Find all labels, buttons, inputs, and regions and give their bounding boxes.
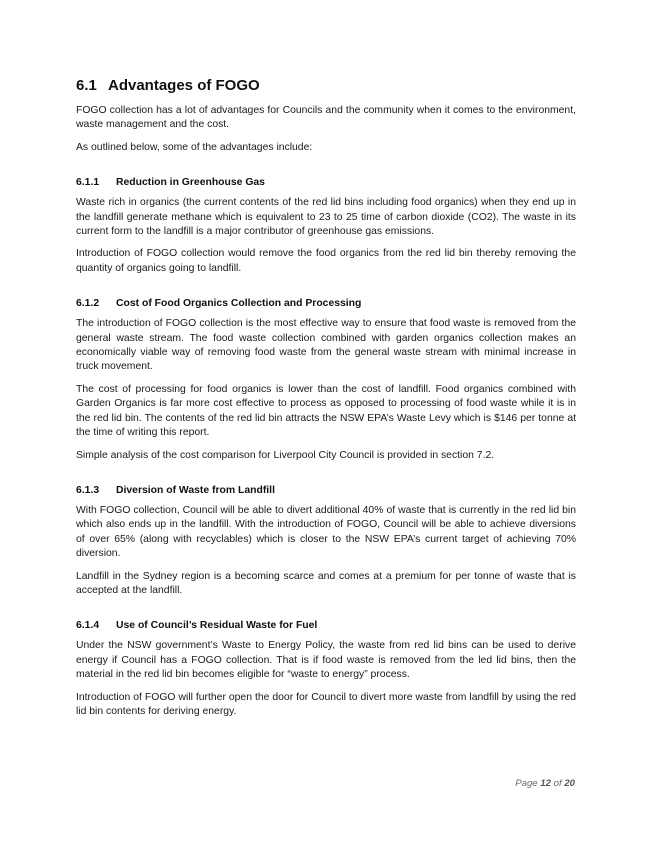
body-paragraph: The introduction of FOGO collection is the most effective way to ensure that food waste is removed from the general waste stream. The food waste collection combined with garden organics collection makes an economically viable way of removing food waste from the general waste stream with minimal increase in truck movement.: [76, 318, 576, 373]
subsection-heading: [76, 298, 576, 309]
body-paragraph: With FOGO collection, Council will be able to divert additional 40% of waste that is currently in the red lid bin which also ends up in the landfill. With the introduction of FOGO, Council will be able to achieve diversions of over 65% (along with recyclables) which is closer to the NSW EPA’s current target of achieving 70% diversion.: [76, 504, 576, 560]
section-title: Advantages of FOGO: [108, 77, 260, 94]
page-current: 12: [540, 778, 551, 789]
subsection-title: Use of Council’s Residual Waste for Fuel: [116, 620, 318, 632]
subsection-number: 6.1.2: [76, 298, 100, 310]
subsection-heading: [76, 620, 576, 631]
body-paragraph: The cost of processing for food organics is lower than the cost of landfill. Food organics combined with Garden Organics is far more cost effective to process as opposed to processing of food waste while it is in the red lid bin. The contents of the red lid bin attracts the NSW EPA’s Waste Levy which is $146 per tonne at the time of writing this report.: [76, 383, 576, 439]
page-footer: [515, 778, 575, 789]
subsection-heading: [76, 485, 576, 496]
intro-paragraph: FOGO collection has a lot of advantages for Councils and the community when it comes to the environment, waste management and the cost.: [76, 105, 576, 131]
subsection-title: Cost of Food Organics Collection and Processing: [116, 298, 362, 310]
subsection-number: 6.1.1: [76, 177, 100, 189]
subsection-number: 6.1.4: [76, 620, 100, 632]
subsection-title: Reduction in Greenhouse Gas: [116, 177, 265, 189]
page-total: 20: [564, 778, 575, 789]
body-paragraph: Introduction of FOGO collection would remove the food organics from the red lid bin thereby removing the quantity of organics going to landfill.: [76, 248, 576, 274]
subsection-heading: [76, 177, 576, 188]
body-paragraph: Landfill in the Sydney region is a becoming scarce and comes at a premium for per tonne of waste that is accepted at the landfill.: [76, 570, 576, 596]
page-content: [76, 77, 576, 727]
body-paragraph: Under the NSW government’s Waste to Energy Policy, the waste from red lid bins can be used to derive energy if Council has a FOGO collection. That is if food waste is removed from the led lid bins, then the material in the red lid bin becomes eligible for “waste to energy” process.: [76, 640, 576, 681]
section-heading: [76, 77, 576, 94]
body-paragraph: Waste rich in organics (the current contents of the red lid bins including food organics) when they end up in the landfill generate methane which is equivalent to 23 to 25 time of carbon dioxide (CO2). The waste in its current form to the landfill is a major contributor of greenhouse gas emissions.: [76, 197, 576, 238]
page-word: Page: [515, 778, 538, 789]
subsection-number: 6.1.3: [76, 484, 100, 496]
section-number: 6.1: [76, 77, 97, 94]
body-paragraph: Simple analysis of the cost comparison for Liverpool City Council is provided in section 7.2.: [76, 449, 495, 461]
body-paragraph: Introduction of FOGO will further open the door for Council to divert more waste from landfill by using the red lid bin contents for deriving energy.: [76, 691, 576, 717]
intro-paragraph: As outlined below, some of the advantages include:: [76, 141, 313, 153]
of-word: of: [553, 778, 562, 789]
subsection-title: Diversion of Waste from Landfill: [116, 484, 275, 496]
